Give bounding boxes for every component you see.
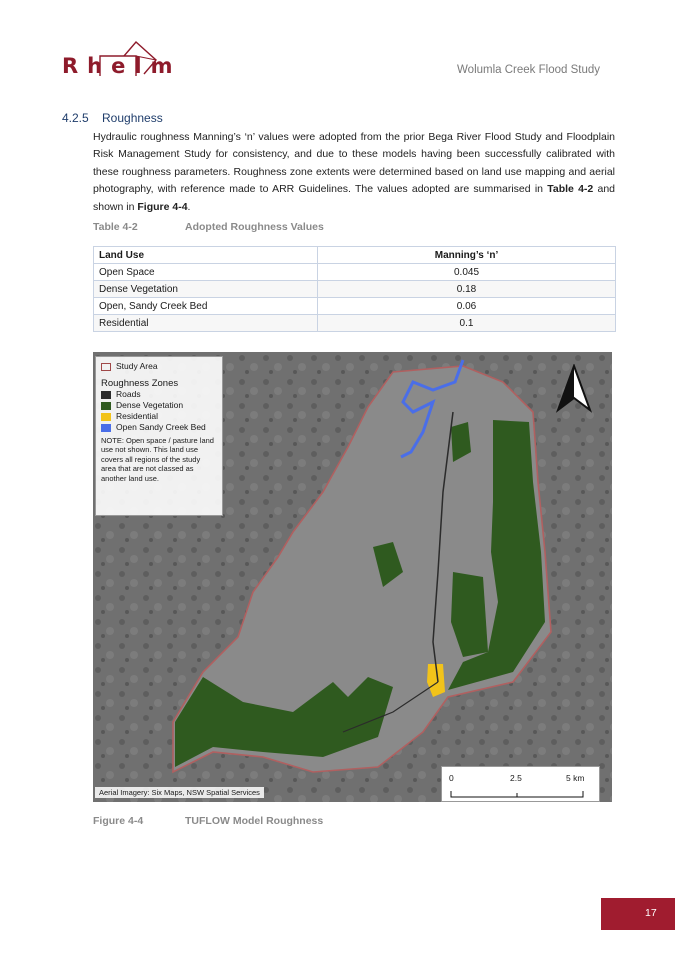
page-number-box xyxy=(601,898,675,930)
table-row xyxy=(94,315,616,332)
table-header-row xyxy=(94,247,616,264)
legend-zone-sandy-creek-bed xyxy=(101,422,217,433)
roughness-table xyxy=(93,246,616,332)
roads-swatch xyxy=(101,391,111,399)
logo-letter: h xyxy=(87,54,105,78)
legend-zone-label: Open Sandy Creek Bed xyxy=(116,422,206,432)
scale-tick-label: 2.5 xyxy=(510,773,522,783)
mannings-n-cell: 0.1 xyxy=(318,315,616,332)
table-row xyxy=(94,298,616,315)
scale-tick-label: 0 xyxy=(449,773,454,783)
legend-study-area-label: Study Area xyxy=(116,361,158,371)
table-caption-title: Adopted Roughness Values xyxy=(185,221,324,233)
land-use-cell: Open Space xyxy=(94,264,318,281)
scale-tick-label: 5 km xyxy=(566,773,585,783)
section-heading xyxy=(62,111,163,125)
figure-caption-title: TUFLOW Model Roughness xyxy=(185,815,324,827)
table-reference: Table 4-2 xyxy=(547,183,594,196)
residential-swatch xyxy=(101,413,111,421)
logo-letter: R xyxy=(62,54,81,78)
dense-vegetation-swatch xyxy=(101,402,111,410)
mannings-n-cell: 0.18 xyxy=(318,281,616,298)
table-row xyxy=(94,264,616,281)
scale-bar xyxy=(441,766,600,802)
map-legend xyxy=(95,356,223,516)
legend-zone-roads xyxy=(101,389,217,400)
column-header-land-use: Land Use xyxy=(94,247,318,264)
legend-zone-label: Residential xyxy=(116,411,159,421)
legend-zone-residential xyxy=(101,411,217,422)
legend-zone-dense-vegetation xyxy=(101,400,217,411)
section-number: 4.2.5 xyxy=(62,111,89,125)
legend-zone-label: Dense Vegetation xyxy=(116,400,184,410)
column-header-mannings-n: Manning’s ‘n’ xyxy=(318,247,616,264)
land-use-cell: Open, Sandy Creek Bed xyxy=(94,298,318,315)
legend-note: NOTE: Open space / pasture land use not shown. This land use covers all regions of the study area that are not classed as another land use. xyxy=(101,436,214,483)
mannings-n-cell: 0.045 xyxy=(318,264,616,281)
paragraph-text: and shown in xyxy=(93,183,615,213)
north-arrow-icon xyxy=(554,364,594,414)
paragraph-text: . xyxy=(187,200,191,213)
legend-study-area xyxy=(101,361,217,372)
mannings-n-cell: 0.06 xyxy=(318,298,616,315)
body-paragraph xyxy=(93,129,615,216)
table-row xyxy=(94,281,616,298)
logo-letter: l xyxy=(134,54,144,78)
figure-caption xyxy=(93,815,324,827)
legend-zones-title: Roughness Zones xyxy=(101,378,179,389)
legend-zone-label: Roads xyxy=(116,389,141,399)
logo-letter: e xyxy=(111,54,128,78)
table-caption-label: Table 4-2 xyxy=(93,221,138,233)
logo-letter: m xyxy=(150,54,175,78)
paragraph-text: Hydraulic roughness Manning’s ‘n’ values were adopted from the prior Bega River Flood Study and Floodplain Risk Management Study for consistency, and due to these models having been successfully calibrated with these roughness parameters. Roughness zone extents were determined based on land use mapping and aerial photography, with reference made to ARR Guidelines. The values adopted are summarised in xyxy=(93,131,615,196)
study-area-swatch xyxy=(101,363,111,371)
page-number: 17 xyxy=(645,907,657,919)
table-caption xyxy=(93,221,324,233)
scale-bar-line xyxy=(442,767,601,803)
land-use-cell: Residential xyxy=(94,315,318,332)
imagery-credit: Aerial Imagery: Six Maps, NSW Spatial Services xyxy=(95,787,264,798)
land-use-cell: Dense Vegetation xyxy=(94,281,318,298)
section-title: Roughness xyxy=(102,111,163,125)
sandy-creek-bed-swatch xyxy=(101,424,111,432)
document-title: Wolumla Creek Flood Study xyxy=(457,64,600,76)
figure-reference: Figure 4-4 xyxy=(137,200,188,213)
rhelm-logo xyxy=(62,38,202,80)
logo-letters xyxy=(62,54,174,78)
figure-caption-label: Figure 4-4 xyxy=(93,815,144,827)
